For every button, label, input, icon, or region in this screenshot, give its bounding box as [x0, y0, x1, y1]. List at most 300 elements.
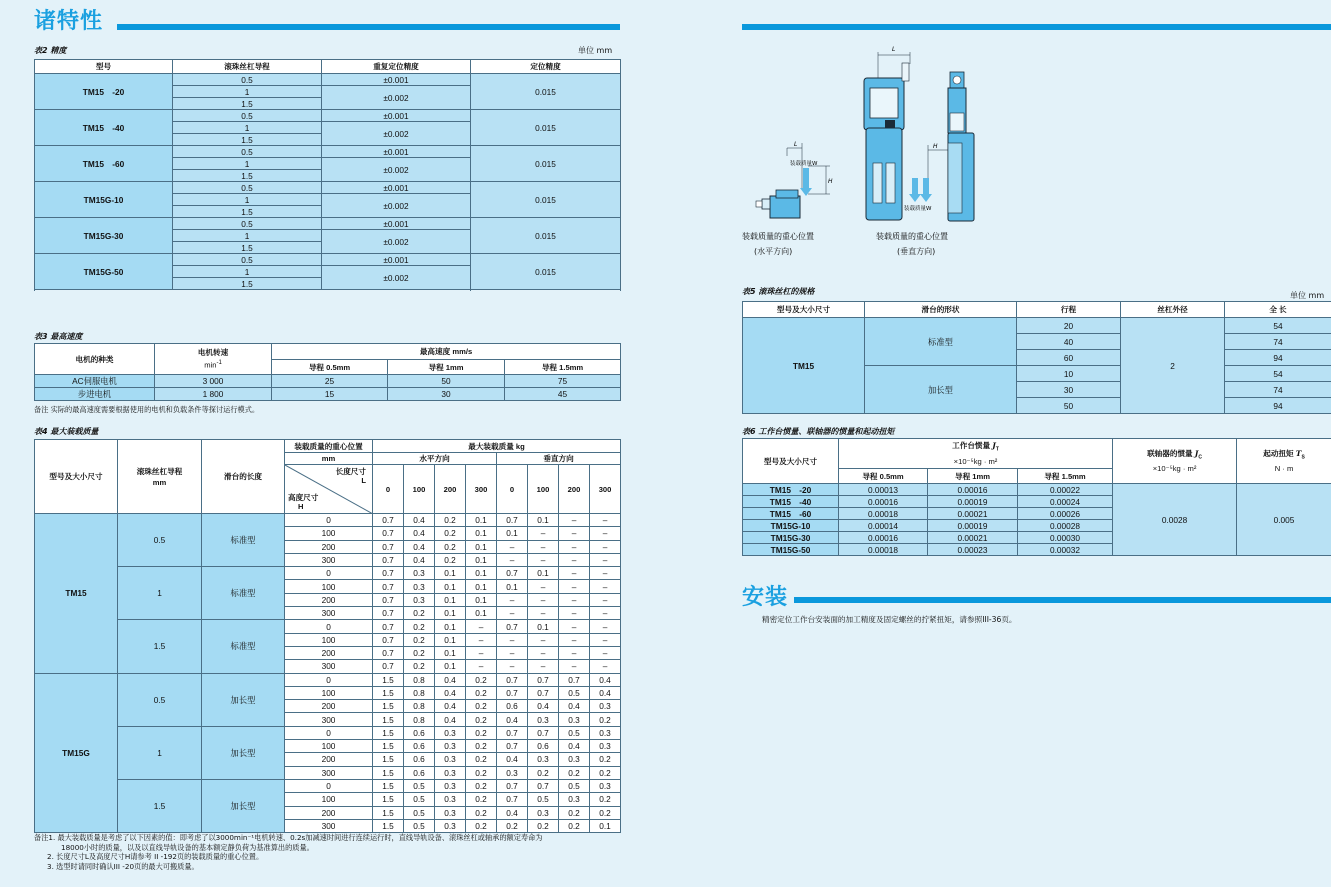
table2-lead: 1.5 [173, 134, 322, 146]
table4-load: 0.1 [528, 567, 559, 580]
table4-diagonal-cell [285, 465, 373, 514]
table4-load: 0.2 [404, 660, 435, 673]
table2-lead: 0.5 [173, 146, 322, 158]
table4-header-cg-unit: mm [285, 453, 373, 465]
table4-load: 0.7 [373, 580, 404, 593]
table4-h-value: 300 [285, 819, 373, 832]
table3-header-motor: 电机的种类 [35, 344, 155, 375]
height-label: 高度尺寸 H [288, 493, 319, 511]
table4-load: 0.1 [466, 514, 497, 527]
table6 [742, 438, 1331, 556]
table4-load: 0.3 [404, 567, 435, 580]
table4-load: 1.5 [373, 793, 404, 806]
table4-load: – [559, 633, 590, 646]
table4-load: 0.5 [559, 779, 590, 792]
table4-h-value: 200 [285, 646, 373, 659]
vertical-actuator-side-drawing [909, 72, 974, 221]
table3-motor: AC伺服电机 [35, 375, 155, 388]
table6-inertia: 0.00014 [839, 520, 928, 532]
table4-load: 0.3 [435, 740, 466, 753]
table4-load: 1.5 [373, 819, 404, 832]
table4-h-value: 0 [285, 514, 373, 527]
table4-load: 0.7 [528, 686, 559, 699]
table4-load: 0.3 [435, 726, 466, 739]
table4-load: 1.5 [373, 753, 404, 766]
install-text: 精密定位工作台安装面的加工精度及固定螺丝的拧紧扭矩，请参照III-36页。 [762, 615, 1017, 624]
table4-load: 0.3 [435, 793, 466, 806]
table4-load: 0.2 [466, 700, 497, 713]
table4-load: 0.1 [435, 620, 466, 633]
table4-l-value: 300 [466, 465, 497, 514]
table4-load: 0.7 [373, 553, 404, 566]
table4-load: 0.4 [559, 740, 590, 753]
table4-load: 0.7 [528, 726, 559, 739]
table4-load: 0.8 [404, 686, 435, 699]
table4-h-value: 0 [285, 726, 373, 739]
table2-lead: 1.5 [173, 170, 322, 182]
table2-model: TM15G-30 [35, 218, 173, 254]
table4-load: – [497, 540, 528, 553]
table6-coupling: 0.0028 [1113, 484, 1237, 556]
table4-lead: 1 [118, 567, 202, 620]
table6-inertia: 0.00021 [928, 508, 1018, 520]
table2-grid [34, 59, 621, 290]
table2-lead: 1.5 [173, 278, 322, 290]
table4-slider: 标准型 [202, 567, 285, 620]
table4-load: 0.1 [466, 580, 497, 593]
table5-length: 94 [1225, 398, 1331, 414]
table4-load: – [559, 580, 590, 593]
table4-load: 0.2 [590, 806, 621, 819]
table3-subheader: 导程 0.5mm [272, 360, 388, 375]
table6-inertia: 0.00018 [839, 544, 928, 556]
table4-header-model: 型号及大小尺寸 [35, 440, 118, 514]
table4-load: 0.2 [466, 740, 497, 753]
table4-load: 0.6 [528, 740, 559, 753]
table4-load: 0.2 [466, 686, 497, 699]
table4-load: 0.1 [435, 567, 466, 580]
table4-load: 0.4 [404, 540, 435, 553]
table2-lead: 1 [173, 86, 322, 98]
table4-load: 0.1 [590, 819, 621, 832]
table4-h-value: 200 [285, 540, 373, 553]
table2-repeat: ±0.001 [322, 218, 471, 230]
table3-caption: 表3 最高速度 [34, 332, 83, 341]
table4-h-value: 300 [285, 660, 373, 673]
table6-subheader: 导程 0.5mm [839, 469, 928, 484]
table4-load: 0.1 [466, 540, 497, 553]
table4-header-vertical: 垂直方向 [497, 453, 621, 465]
table4-load: 0.6 [404, 753, 435, 766]
table5-stroke: 40 [1017, 334, 1121, 350]
table4-load: 0.4 [404, 514, 435, 527]
table6-subheader: 导程 1.5mm [1018, 469, 1113, 484]
table4-load: – [466, 620, 497, 633]
table4-load: 0.1 [466, 567, 497, 580]
table2-accuracy: 0.015 [471, 146, 621, 182]
table6-model: TM15 -60 [743, 508, 839, 520]
table4-load: 0.3 [559, 793, 590, 806]
table4-load: 0.7 [497, 673, 528, 686]
table4-load: 1.5 [373, 686, 404, 699]
table4-load: 0.3 [497, 766, 528, 779]
table4-load: – [528, 593, 559, 606]
table3-subheader: 导程 1.5mm [505, 360, 621, 375]
table2-lead: 1 [173, 122, 322, 134]
label-H-horizontal: H [828, 178, 833, 185]
table4-h-value: 100 [285, 793, 373, 806]
table4-load: 1.5 [373, 740, 404, 753]
table4-h-value: 200 [285, 753, 373, 766]
table4-load: 0.2 [435, 527, 466, 540]
table-row [35, 726, 621, 739]
table6-caption: 表6 工作台惯量、联轴器的惯量和起动扭矩 [742, 427, 895, 436]
table4-load: 0.1 [435, 593, 466, 606]
table4-load: 0.7 [497, 567, 528, 580]
table4-load: 0.3 [590, 726, 621, 739]
table4-load: 1.5 [373, 766, 404, 779]
table4-h-value: 0 [285, 620, 373, 633]
table-row [35, 514, 621, 527]
table2-header: 定位精度 [471, 60, 621, 74]
table4-load: 0.1 [497, 527, 528, 540]
table4-load: 0.3 [559, 713, 590, 726]
table6-header-model: 型号及大小尺寸 [743, 439, 839, 484]
table-row [743, 318, 1331, 334]
table4-load: – [528, 633, 559, 646]
table4-load: 0.1 [466, 527, 497, 540]
table3-speed: 50 [388, 375, 505, 388]
table4-load: 0.8 [404, 713, 435, 726]
table5-unit: 单位 mm [1290, 291, 1325, 300]
label-H-vertical: H [933, 143, 938, 150]
table4-load: 0.3 [404, 593, 435, 606]
table4-model: TM15 [35, 514, 118, 674]
table4-h-value: 100 [285, 686, 373, 699]
table4-load: 0.3 [590, 700, 621, 713]
table4-h-value: 0 [285, 567, 373, 580]
table4-load: 0.8 [404, 673, 435, 686]
table2-repeat: ±0.002 [322, 122, 471, 146]
table4-load: 0.6 [404, 766, 435, 779]
label-w-vertical: 装载质量W [904, 206, 932, 212]
table4-load: – [559, 620, 590, 633]
table4-load: – [559, 607, 590, 620]
table3-subheader: 导程 1mm [388, 360, 505, 375]
table4-load: 0.1 [466, 553, 497, 566]
table4-load: 0.4 [497, 806, 528, 819]
table3-rpm: 3 000 [155, 375, 272, 388]
table4-load: 0.2 [435, 514, 466, 527]
table4-load: 0.7 [497, 726, 528, 739]
table4-load: – [466, 660, 497, 673]
table4-notes [34, 833, 542, 871]
table2-accuracy: 0.015 [471, 254, 621, 290]
table3-rpm: 1 800 [155, 388, 272, 401]
table4-load: 0.7 [497, 620, 528, 633]
table2-repeat: ±0.002 [322, 230, 471, 254]
table-row [35, 74, 621, 86]
table5-length: 54 [1225, 318, 1331, 334]
table4-load: 0.6 [497, 700, 528, 713]
table4-load: 0.3 [528, 713, 559, 726]
table4-load: 0.7 [373, 633, 404, 646]
table6-header-coupling: 联轴器的惯量 $J_C$ ×10⁻⁵kg · m² [1113, 439, 1237, 484]
table2-lead: 1.5 [173, 242, 322, 254]
table5-stroke: 10 [1017, 366, 1121, 382]
table4-load: 0.4 [435, 673, 466, 686]
table4-load: 0.1 [435, 607, 466, 620]
table2-accuracy: 0.015 [471, 110, 621, 146]
table2-unit: 单位 mm [578, 46, 613, 55]
table2-lead: 1 [173, 158, 322, 170]
table4-load: 0.3 [590, 740, 621, 753]
table4-load: 1.5 [373, 673, 404, 686]
table6-model: TM15G-50 [743, 544, 839, 556]
table4-load: 0.2 [466, 806, 497, 819]
table-row [35, 182, 621, 194]
table4-load: 1.5 [373, 713, 404, 726]
table-row [743, 484, 1331, 496]
table4-note-1-cont: 18000小时的质量，以及以直线导轨设备的基本额定静负荷为基准算出的质量。 [61, 842, 314, 852]
table4-load: – [466, 646, 497, 659]
table4-load: 0.2 [404, 633, 435, 646]
table4-load: 0.2 [528, 819, 559, 832]
table4 [34, 439, 621, 833]
table4-load: – [497, 553, 528, 566]
table2-repeat: ±0.001 [322, 182, 471, 194]
table4-load: – [590, 660, 621, 673]
table5-shape: 标准型 [865, 318, 1017, 366]
table4-load: – [528, 580, 559, 593]
table4-load: – [559, 567, 590, 580]
caption-horizontal-2: (水平方向) [754, 247, 793, 256]
caption-vertical-2: (垂直方向) [897, 247, 936, 256]
table4-load: 0.7 [373, 593, 404, 606]
table3-speed: 15 [272, 388, 388, 401]
table2-repeat: ±0.002 [322, 86, 471, 110]
table2-accuracy: 0.015 [471, 182, 621, 218]
table-row [35, 567, 621, 580]
table4-load: 0.2 [404, 646, 435, 659]
table4-slider: 标准型 [202, 620, 285, 673]
table3-header-max: 最高速度 mm/s [272, 344, 621, 360]
table4-load: 0.7 [373, 620, 404, 633]
table5-length: 54 [1225, 366, 1331, 382]
table4-slider: 加长型 [202, 673, 285, 726]
table2-repeat: ±0.001 [322, 110, 471, 122]
table2-caption: 表2 精度 [34, 46, 67, 55]
table4-load: 0.6 [404, 740, 435, 753]
table6-inertia: 0.00022 [1018, 484, 1113, 496]
table4-load: – [559, 660, 590, 673]
table4-load: 0.4 [497, 753, 528, 766]
table4-load: – [528, 527, 559, 540]
table2-lead: 1.5 [173, 206, 322, 218]
table4-load: 0.4 [435, 700, 466, 713]
table6-inertia: 0.00032 [1018, 544, 1113, 556]
table2-header: 型号 [35, 60, 173, 74]
table6-inertia: 0.00019 [928, 520, 1018, 532]
table4-load: – [528, 607, 559, 620]
table4-load: 0.1 [435, 646, 466, 659]
table6-inertia: 0.00013 [839, 484, 928, 496]
table4-load: 0.1 [528, 620, 559, 633]
table4-load: 0.7 [528, 779, 559, 792]
table4-slider: 加长型 [202, 726, 285, 779]
table4-load: 0.5 [559, 726, 590, 739]
table4-h-value: 100 [285, 633, 373, 646]
table4-load: 0.5 [404, 793, 435, 806]
horizontal-actuator-drawing [756, 143, 830, 218]
table4-h-value: 100 [285, 740, 373, 753]
table4-load: 0.7 [373, 567, 404, 580]
table5-length: 74 [1225, 334, 1331, 350]
table4-load: 0.3 [435, 806, 466, 819]
table6-model: TM15G-10 [743, 520, 839, 532]
label-L-horizontal: L [794, 141, 798, 148]
table4-load: 0.2 [590, 713, 621, 726]
table5-caption: 表5 滚珠丝杠的规格 [742, 287, 815, 296]
table4-load: 0.1 [435, 633, 466, 646]
table4-load: 0.3 [559, 753, 590, 766]
table-row [35, 375, 621, 388]
table5-shape: 加长型 [865, 366, 1017, 414]
table4-header-horizontal: 水平方向 [373, 453, 497, 465]
table4-load: 0.2 [466, 779, 497, 792]
table4-load: 0.7 [373, 540, 404, 553]
table4-load: – [497, 593, 528, 606]
table4-load: 0.5 [404, 806, 435, 819]
table4-load: 0.3 [435, 753, 466, 766]
table4-load: 0.4 [590, 686, 621, 699]
table4-load: 0.3 [435, 779, 466, 792]
table4-header-length: 滑台的长度 [202, 440, 285, 514]
table2-lead: 0.5 [173, 74, 322, 86]
table4-load: 0.3 [404, 580, 435, 593]
table4-l-value: 100 [404, 465, 435, 514]
table2-repeat: ±0.002 [322, 266, 471, 290]
table2-model: TM15 -20 [35, 74, 173, 110]
table6-inertia: 0.00016 [928, 484, 1018, 496]
table2-repeat: ±0.002 [322, 158, 471, 182]
table4-load: 0.3 [435, 819, 466, 832]
table4-h-value: 100 [285, 527, 373, 540]
label-w-horizontal: 装载质量W [790, 161, 818, 167]
table2-header: 重复定位精度 [322, 60, 471, 74]
table4-load: 0.4 [435, 713, 466, 726]
table4-load: – [559, 527, 590, 540]
table4-h-value: 0 [285, 673, 373, 686]
table6-inertia: 0.00030 [1018, 532, 1113, 544]
table5-stroke: 50 [1017, 398, 1121, 414]
table4-load: – [590, 593, 621, 606]
table4-load: – [590, 580, 621, 593]
vertical-actuator-drawing [864, 52, 910, 220]
table4-load: 0.7 [373, 607, 404, 620]
table3-speed: 45 [505, 388, 621, 401]
table4-h-value: 200 [285, 806, 373, 819]
table4-load: 0.7 [528, 673, 559, 686]
table3-note: 备注 实际的最高速度需要根据使用的电机和负载条件等探讨运行模式。 [34, 405, 260, 414]
table4-load: 0.2 [559, 766, 590, 779]
table4-load: – [590, 620, 621, 633]
table4-load: 0.7 [373, 527, 404, 540]
table4-load: 0.2 [466, 673, 497, 686]
table5-stroke: 20 [1017, 318, 1121, 334]
table4-load: – [497, 607, 528, 620]
table2-model: TM15 -40 [35, 110, 173, 146]
table3-speed: 75 [505, 375, 621, 388]
table3-speed: 30 [388, 388, 505, 401]
table5-header: 行程 [1017, 302, 1121, 318]
table4-h-value: 0 [285, 779, 373, 792]
table2-lead: 1 [173, 230, 322, 242]
table4-l-value: 100 [528, 465, 559, 514]
table4-load: 0.1 [435, 580, 466, 593]
table4-lead: 0.5 [118, 514, 202, 567]
table4-h-value: 200 [285, 700, 373, 713]
table4-load: 0.2 [435, 553, 466, 566]
caption-horizontal-1: 装载质量的重心位置 [742, 232, 814, 241]
table4-header-cg: 装载质量的重心位置 [285, 440, 373, 453]
table4-load: – [497, 660, 528, 673]
page-heading: 诸特性 [34, 9, 104, 34]
table4-note-3: 3. 选型时请同时确认III -20页的最大可搬质量。 [47, 861, 199, 871]
table6-header-inertia: 工作台惯量 $J_T$ ×10⁻⁵kg · m² [839, 439, 1113, 469]
table4-h-value: 100 [285, 580, 373, 593]
table4-load: 0.6 [404, 726, 435, 739]
table4-load: 0.4 [497, 713, 528, 726]
heading-rule [117, 24, 620, 30]
table4-load: – [559, 540, 590, 553]
table2-repeat: ±0.001 [322, 74, 471, 86]
table6-inertia: 0.00016 [839, 532, 928, 544]
table4-load: 0.2 [528, 766, 559, 779]
table4-lead: 0.5 [118, 673, 202, 726]
table4-load: 0.5 [559, 686, 590, 699]
table4-load: 0.2 [466, 726, 497, 739]
table4-load: 0.1 [497, 580, 528, 593]
table2-lead: 0.5 [173, 218, 322, 230]
table6-inertia: 0.00024 [1018, 496, 1113, 508]
table4-load: 0.4 [528, 700, 559, 713]
table5-header: 全 长 [1225, 302, 1331, 318]
table4-load: 0.4 [590, 673, 621, 686]
table4-l-value: 200 [435, 465, 466, 514]
table5-header: 型号及大小尺寸 [743, 302, 865, 318]
table4-load: – [466, 633, 497, 646]
table4-slider: 标准型 [202, 514, 285, 567]
table4-load: – [559, 514, 590, 527]
table4-load: – [559, 646, 590, 659]
table2-model: TM15G-50 [35, 254, 173, 290]
table4-load: 0.2 [559, 806, 590, 819]
table2-lead: 1.5 [173, 98, 322, 110]
table4-load: 0.7 [373, 660, 404, 673]
table-row [35, 218, 621, 230]
table4-h-value: 300 [285, 553, 373, 566]
table4-h-value: 200 [285, 593, 373, 606]
table5-header: 滑台的形状 [865, 302, 1017, 318]
table4-lead: 1.5 [118, 779, 202, 832]
table-row [35, 620, 621, 633]
table4-load: 0.2 [590, 793, 621, 806]
table4-load: 0.2 [466, 766, 497, 779]
table4-load: 0.7 [497, 514, 528, 527]
table4-l-value: 0 [497, 465, 528, 514]
table2-model: TM15 -60 [35, 146, 173, 182]
